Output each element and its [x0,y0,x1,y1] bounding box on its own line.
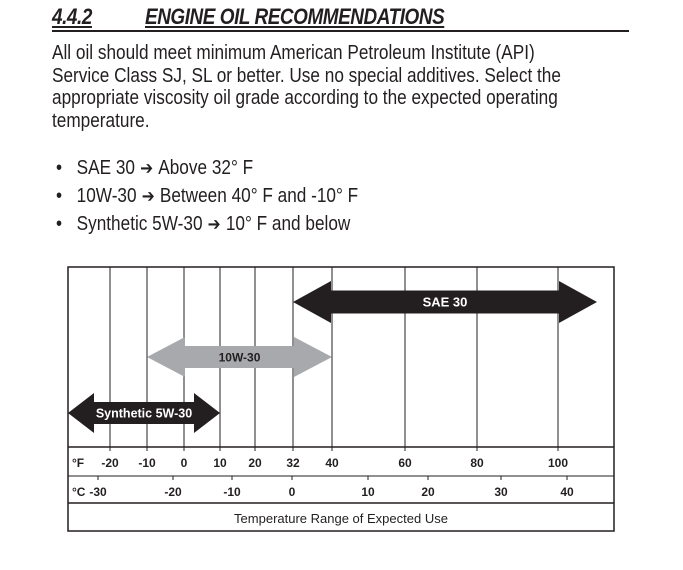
bullet-icon: • [56,157,63,179]
section-number: 4.4.2 [52,4,92,29]
celsius-tick-label: 10 [361,485,375,499]
fahrenheit-tick-label: 80 [470,456,484,470]
oil-grade: Synthetic 5W-30 [76,213,203,235]
celsius-tick-label: -20 [164,485,182,499]
oil-grade: 10W-30 [76,185,137,207]
celsius-tick-label: -10 [223,485,241,499]
fahrenheit-tick-label: -20 [101,456,119,470]
celsius-tick-label: -30 [89,485,107,499]
right-arrow-icon: ➔ [141,186,155,206]
fahrenheit-tick-label: 10 [213,456,227,470]
right-arrow-icon: ➔ [207,214,221,234]
fahrenheit-tick-label: 32 [286,456,300,470]
right-arrow-icon: ➔ [140,158,154,178]
fahrenheit-tick-label: 0 [180,456,188,470]
fahrenheit-tick-label: -10 [138,456,156,470]
x-axis-title: Temperature Range of Expected Use [234,511,448,526]
paragraph-line: temperature. [52,109,150,132]
fahrenheit-tick-label: 100 [547,456,569,470]
oil-grade: SAE 30 [76,157,135,179]
paragraph-line: appropriate viscosity oil grade according to the expected operating [52,87,558,109]
section-title: ENGINE OIL RECOMMENDATIONS [145,4,445,29]
fahrenheit-tick-label: 40 [325,456,339,470]
celsius-tick-label: 0 [288,485,296,499]
temperature-range: Between 40° F and -10° F [159,185,359,207]
bullet-icon: • [56,213,63,235]
celsius-tick-label: 40 [560,485,574,499]
fahrenheit-unit-label: °F [72,456,85,470]
bullet-icon: • [56,185,63,207]
range-arrow-label: Synthetic 5W-30 [95,406,193,421]
celsius-tick-label: 20 [421,485,435,499]
celsius-unit-label: °C [72,485,86,499]
paragraph-line: Service Class SJ, SL or better. Use no special additives. Select the [52,64,561,87]
temperature-range: Above 32° F [158,157,254,179]
celsius-tick-label: 30 [494,485,508,499]
range-arrow-label: 10W-30 [218,350,261,365]
paragraph-line: All oil should meet minimum American Petroleum Institute (API) [52,42,535,64]
fahrenheit-tick-label: 20 [248,456,262,470]
range-arrow-label: SAE 30 [422,294,468,310]
fahrenheit-tick-label: 60 [398,456,412,470]
temperature-range: 10° F and below [225,213,351,235]
